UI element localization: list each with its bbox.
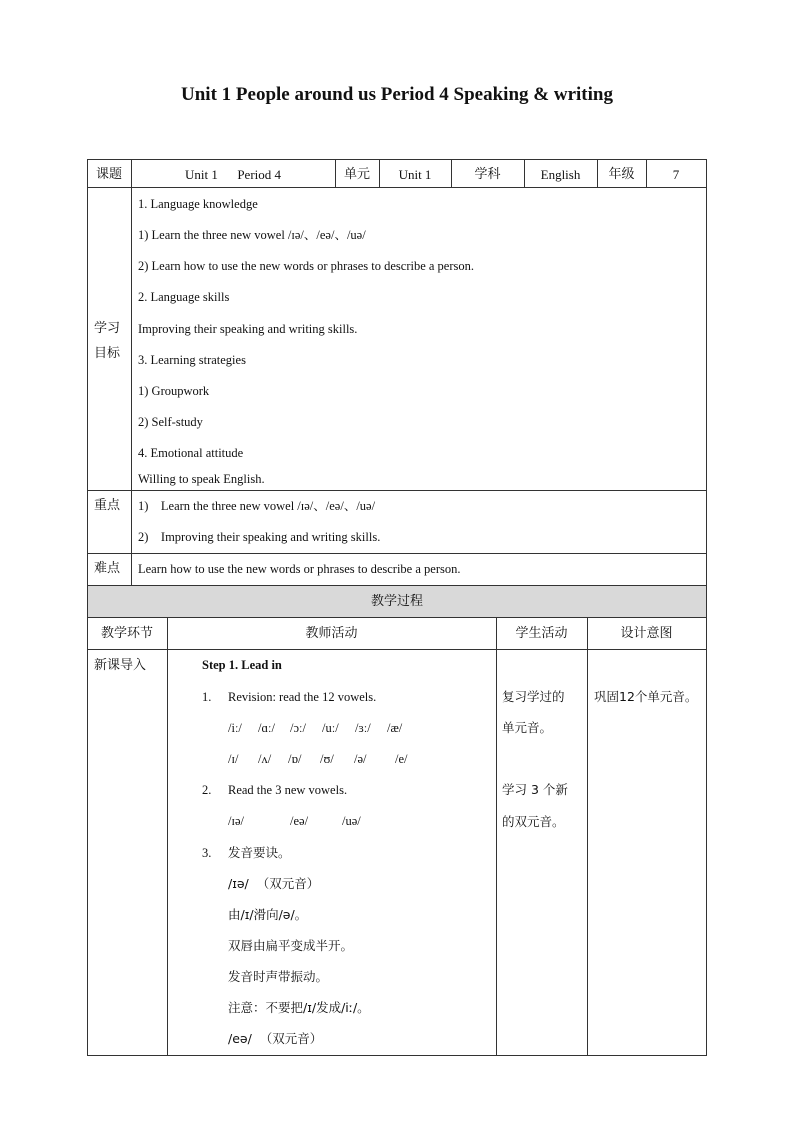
item-text: 发音要诀。 [228,845,291,860]
col-stage-header: 教学环节 [100,626,153,641]
item-text: Revision: read the 12 vowels. [228,690,377,704]
student-activity: 学习 3 个新 [502,782,568,797]
key-point-line: 2) Improving their speaking and writing skills. [138,530,381,544]
objectives-label: 学习 [94,321,121,336]
table-border [87,649,707,650]
tip-line: 注意：不要把/ɪ/发成/iː/。 [228,1000,370,1015]
vowel: /æ/ [387,721,403,735]
objective-line: 1) Learn the three new vowel /ɪə/、/eə/、/uə/ [138,228,366,242]
table-border [496,617,497,1055]
objective-line: 3. Learning strategies [138,353,246,367]
design-intent: 巩固12个单元音。 [594,689,698,704]
objective-line: 4. Emotional attitude [138,446,244,460]
item-number: 1. [202,690,212,704]
table-border [87,187,707,188]
student-activity: 复习学过的 [502,689,565,704]
table-border [167,617,168,1055]
objectives-label: 目标 [94,346,121,361]
vowel: /ɜː/ [355,721,371,735]
vowel: /ʊ/ [320,752,334,766]
key-points-label: 重点 [94,498,121,513]
subject-value: English [540,167,581,182]
objective-line: 1. Language knowledge [138,197,258,211]
key-point-line: 1) Learn the three new vowel /ɪə/、/eə/、/uə/ [138,499,376,513]
grade-value: 7 [672,167,680,182]
vowel: /ɑː/ [258,721,275,735]
objective-line: 2) Self-study [138,415,203,429]
difficulty-text: Learn how to use the new words or phrases to describe a person. [138,562,461,576]
table-border [87,553,707,554]
page-title: Unit 1 People around us Period 4 Speaking & writing [181,84,613,105]
objective-line: 2) Learn how to use the new words or phrases to describe a person. [138,259,475,273]
item-number: 2. [202,783,212,797]
student-activity: 的双元音。 [502,814,565,829]
vowel: /ʌ/ [258,752,272,766]
new-vowel: /eə/ [290,814,309,828]
vowel: /ə/ [354,752,367,766]
course-label: 课题 [95,167,122,182]
course-value: Unit 1 Period 4 [184,167,282,182]
objective-line: 2. Language skills [138,290,230,304]
tip-line: 由/ɪ/滑向/ə/。 [228,907,308,922]
objective-line: Willing to speak English. [138,472,265,486]
new-vowel: /ɪə/ [228,814,244,828]
process-heading: 教学过程 [370,594,423,609]
new-vowel: /uə/ [342,814,361,828]
stage-cell: 新课导入 [94,658,147,673]
vowel: /ɪ/ [228,752,239,766]
step-title: Step 1. Lead in [202,658,282,672]
student-activity: 单元音。 [502,720,553,735]
item-number: 3. [202,846,212,860]
table-border [87,159,707,160]
table-border [87,490,707,491]
table-border [87,1055,707,1056]
unit-value: Unit 1 [398,167,432,182]
table-border [587,617,588,1055]
tip-line: /eə/ （双元音） [228,1031,323,1046]
objective-line: 1) Groupwork [138,384,210,398]
col-student-header: 学生活动 [515,626,568,641]
unit-label: 单元 [343,167,370,182]
table-border [131,159,132,585]
subject-label: 学科 [474,167,501,182]
vowel: /ɒ/ [288,752,302,766]
tip-line: 双唇由扁平变成半开。 [228,938,354,953]
objective-line: Improving their speaking and writing skills. [138,322,358,336]
tip-line: 发音时声带振动。 [228,969,329,984]
vowel: /iː/ [228,721,242,735]
difficulty-label: 难点 [94,561,121,576]
vowel: /ɔː/ [290,721,306,735]
item-text: Read the 3 new vowels. [228,783,348,797]
col-teacher-header: 教师活动 [305,626,358,641]
grade-label: 年级 [608,167,635,182]
col-intent-header: 设计意图 [620,626,673,641]
tip-line: /ɪə/ （双元音） [228,876,320,891]
vowel: /e/ [395,752,408,766]
table-border [87,617,707,618]
vowel: /uː/ [322,721,339,735]
